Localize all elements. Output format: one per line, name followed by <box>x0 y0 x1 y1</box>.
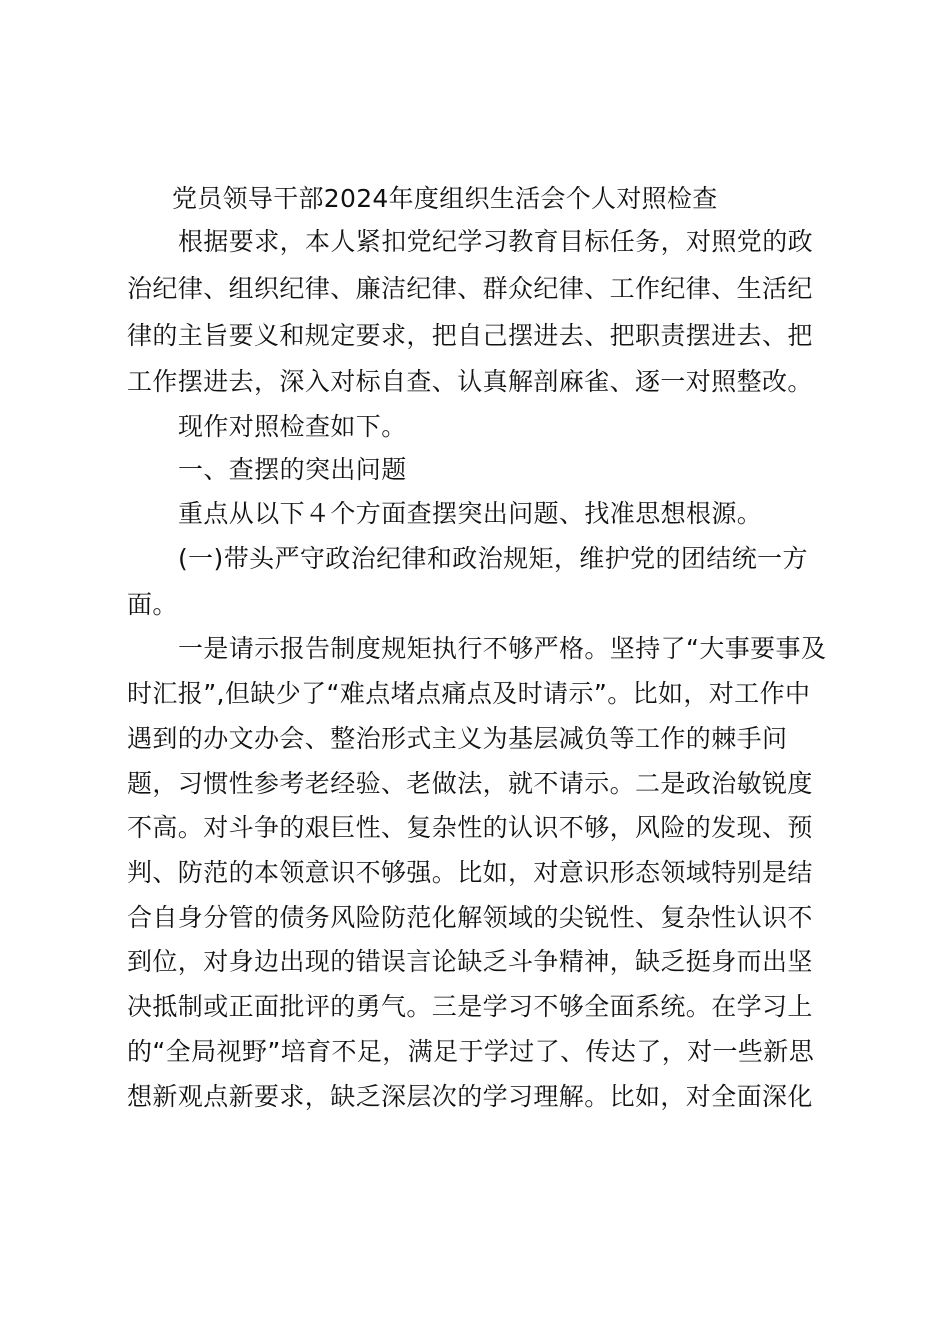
body-line: 想新观点新要求，缺乏深层次的学习理解。比如，对全面深化 <box>127 1082 813 1111</box>
body-line: 判、防范的本领意识不够强。比如，对意识形态领域特别是结 <box>127 858 813 887</box>
subsection-heading-continued: 面。 <box>127 590 178 619</box>
document-title: 党员领导干部2024年度组织生活会个人对照检查 <box>172 184 718 213</box>
body-line: 现作对照检查如下。 <box>178 412 407 441</box>
subsection-heading: (一)带头严守政治纪律和政治规矩，维护党的团结统一方 <box>178 544 808 573</box>
body-line: 一是请示报告制度规矩执行不够严格。坚持了“大事要事及 <box>178 634 827 663</box>
body-line: 时汇报”,但缺少了“难点堵点痛点及时请示”。比如，对工作中 <box>127 679 811 708</box>
body-line: 律的主旨要义和规定要求，把自己摆进去、把职责摆进去、把 <box>127 321 813 350</box>
body-line: 不高。对斗争的艰巨性、复杂性的认识不够，风险的发现、预 <box>127 813 813 842</box>
body-line: 工作摆进去，深入对标自查、认真解剖麻雀、逐一对照整改。 <box>127 367 813 396</box>
body-line: 到位，对身边出现的错误言论缺乏斗争精神，缺乏挺身而出坚 <box>127 947 813 976</box>
body-line: 治纪律、组织纪律、廉洁纪律、群众纪律、工作纪律、生活纪 <box>127 274 813 303</box>
body-line: 遇到的办文办会、整治形式主义为基层减负等工作的棘手问 <box>127 724 788 753</box>
body-line: 合自身分管的债务风险防范化解领域的尖锐性、复杂性认识不 <box>127 903 813 932</box>
body-line: 决抵制或正面批评的勇气。三是学习不够全面系统。在学习上 <box>127 992 813 1021</box>
body-line: 重点从以下４个方面查摆突出问题、找准思想根源。 <box>178 499 763 528</box>
section-heading: 一、查摆的突出问题 <box>178 455 407 484</box>
body-line: 根据要求，本人紧扣党纪学习教育目标任务，对照党的政 <box>178 227 814 256</box>
body-line: 的“全局视野”培育不足，满足于学过了、传达了，对一些新思 <box>127 1037 815 1066</box>
body-line: 题，习惯性参考老经验、老做法，就不请示。二是政治敏锐度 <box>127 769 813 798</box>
